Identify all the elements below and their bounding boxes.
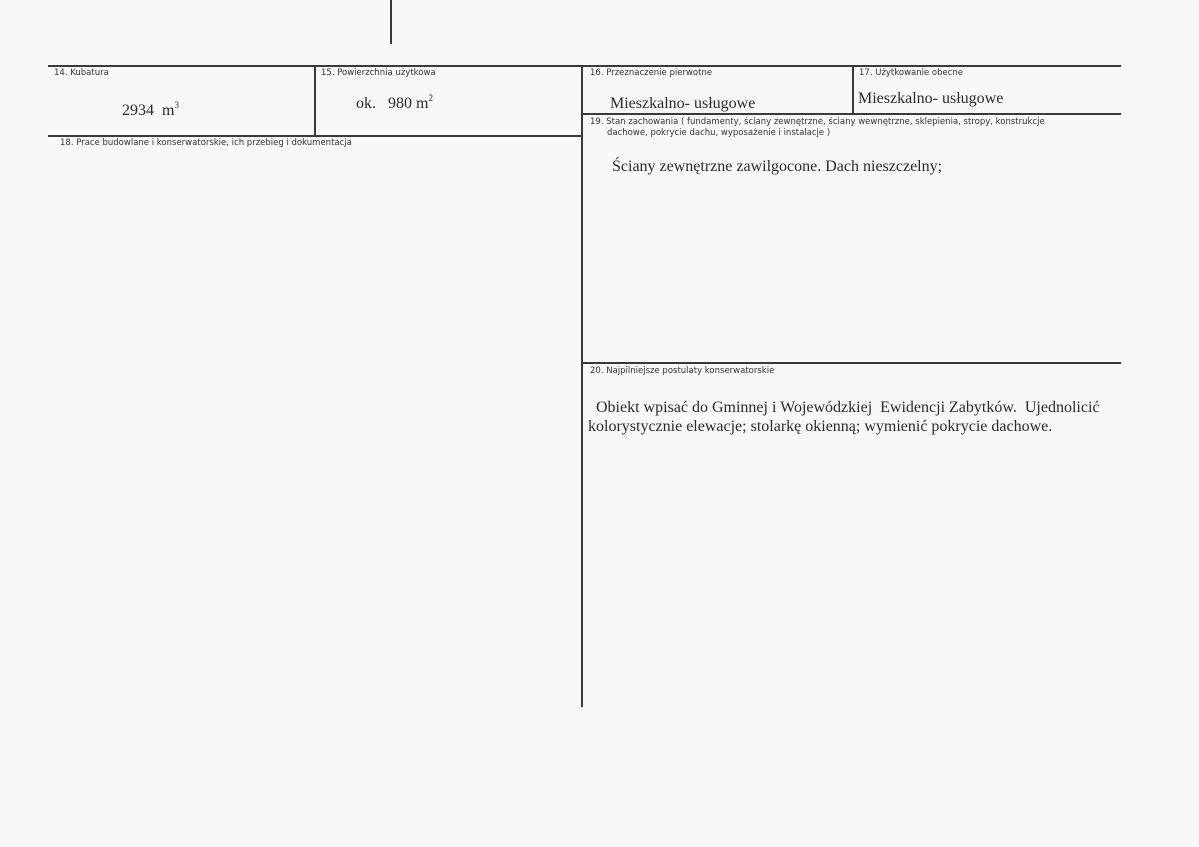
field-15-value [356, 93, 433, 113]
area-unit-exponent: 2 [428, 93, 433, 103]
cubature-number: 2934 [122, 102, 154, 119]
top-border-line [48, 65, 1121, 67]
section-20-top-line [581, 362, 1121, 364]
field-20-label: 20. Najpilniejsze postulaty konserwatorskie [590, 366, 775, 376]
field-14-value [122, 100, 179, 120]
row-14-15-bottom-line [48, 135, 581, 137]
area-number: 980 [388, 95, 412, 112]
cubature-unit: m [162, 102, 175, 119]
cubature-unit-exponent: 3 [174, 100, 179, 110]
divider-16-17 [852, 65, 854, 113]
field-19-label-line1: 19. Stan zachowania ( fundamenty, ściany zewnętrzne, ściany wewnętrzne, sklepienia, stropy, konstrukcje [590, 117, 1045, 127]
field-20-line1: Obiekt wpisać do Gminnej i Wojewódzkiej Ewidencji Zabytków. Ujednolicić [596, 399, 1100, 416]
field-19-value: Ściany zewnętrzne zawilgocone. Dach nieszczelny; [612, 158, 943, 175]
area-unit: m [416, 95, 429, 112]
top-divider-line [390, 0, 392, 44]
field-15-label: 15. Powierzchnia użytkowa [321, 68, 436, 78]
field-20-value [588, 398, 1118, 436]
field-16-label: 16. Przeznaczenie pierwotne [590, 68, 713, 78]
field-19-label-line2: dachowe, pokrycie dachu, wyposażenie i instalacje ) [607, 128, 831, 138]
field-17-value: Mieszkalno- usługowe [858, 90, 1004, 107]
field-14-label: 14. Kubatura [54, 68, 109, 78]
field-17-label: 17. Użytkowanie obecne [859, 68, 964, 78]
row-16-17-bottom-line [581, 113, 1121, 115]
field-16-value: Mieszkalno- usługowe [610, 95, 756, 112]
divider-14-15 [314, 65, 316, 136]
field-18-label: 18. Prace budowlane i konserwatorskie, ich przebieg i dokumentacja [60, 138, 352, 148]
field-20-line2: kolorystycznie elewacje; stolarkę okienną; wymienić pokrycie dachowe. [588, 418, 1053, 435]
main-vertical-divider [581, 65, 583, 707]
area-prefix: ok. [356, 95, 376, 112]
